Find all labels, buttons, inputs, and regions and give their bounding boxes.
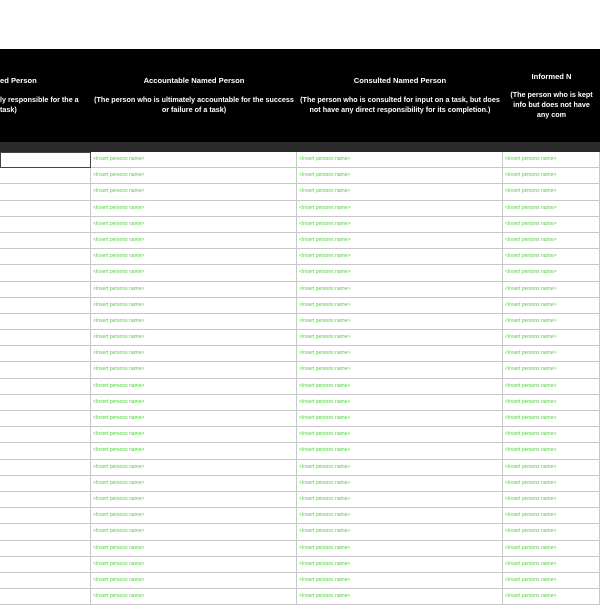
person-name-cell[interactable]: <Insert persons name> — [297, 460, 503, 476]
table-row — [0, 184, 600, 200]
person-name-cell[interactable]: <Insert persons name> — [297, 298, 503, 314]
person-name-cell[interactable]: <Insert persons name> — [503, 508, 600, 524]
task-cell[interactable] — [0, 411, 91, 427]
person-name-cell[interactable]: <Insert persons name> — [297, 524, 503, 540]
person-name-cell[interactable]: <Insert persons name> — [503, 443, 600, 459]
person-name-cell[interactable]: <Insert persons name> — [91, 282, 297, 298]
person-name-cell[interactable]: <Insert persons name> — [91, 492, 297, 508]
person-name-cell[interactable]: <Insert persons name> — [503, 524, 600, 540]
person-name-cell[interactable]: <Insert persons name> — [91, 168, 297, 184]
person-name-cell[interactable]: <Insert persons name> — [91, 314, 297, 330]
header-consulted[interactable] — [297, 49, 503, 142]
person-name-cell[interactable]: <Insert persons name> — [91, 265, 297, 281]
header-title: Accountable Named Person — [143, 76, 245, 85]
person-name-cell[interactable]: <Insert persons name> — [297, 557, 503, 573]
task-cell[interactable] — [0, 298, 91, 314]
table-row — [0, 557, 600, 573]
task-cell[interactable] — [0, 395, 91, 411]
header-row — [0, 49, 600, 142]
task-cell[interactable] — [0, 233, 91, 249]
table-row — [0, 168, 600, 184]
person-name-cell[interactable]: <Insert persons name> — [91, 298, 297, 314]
person-name-cell[interactable]: <Insert persons name> — [503, 557, 600, 573]
person-name-cell[interactable]: <Insert persons name> — [91, 184, 297, 200]
person-name-cell[interactable]: <Insert persons name> — [503, 249, 600, 265]
task-cell[interactable] — [0, 443, 91, 459]
task-cell[interactable] — [0, 524, 91, 540]
person-name-cell[interactable]: <Insert persons name> — [297, 233, 503, 249]
table-row — [0, 233, 600, 249]
task-cell[interactable] — [0, 589, 91, 605]
task-cell[interactable] — [0, 184, 91, 200]
person-name-cell[interactable]: <Insert persons name> — [503, 298, 600, 314]
table-row — [0, 492, 600, 508]
task-cell[interactable] — [0, 541, 91, 557]
person-name-cell[interactable]: <Insert persons name> — [503, 233, 600, 249]
header-accountable[interactable] — [91, 49, 297, 142]
task-cell[interactable] — [0, 557, 91, 573]
person-name-cell[interactable]: <Insert persons name> — [297, 201, 503, 217]
task-cell[interactable] — [0, 168, 91, 184]
header-title: Consulted Named Person — [353, 76, 447, 85]
table-row — [0, 524, 600, 540]
person-name-cell[interactable]: <Insert persons name> — [297, 346, 503, 362]
person-name-cell[interactable]: <Insert persons name> — [91, 411, 297, 427]
task-cell[interactable] — [0, 152, 91, 168]
table-row — [0, 541, 600, 557]
person-name-cell[interactable]: <Insert persons name> — [503, 152, 600, 168]
person-name-cell[interactable]: <Insert persons name> — [91, 362, 297, 378]
person-name-cell[interactable]: <Insert persons name> — [503, 427, 600, 443]
header-responsible[interactable] — [0, 49, 91, 142]
person-name-cell[interactable]: <Insert persons name> — [503, 314, 600, 330]
person-name-cell[interactable]: <Insert persons name> — [503, 346, 600, 362]
table-row — [0, 362, 600, 378]
person-name-cell[interactable]: <Insert persons name> — [91, 573, 297, 589]
task-cell[interactable] — [0, 330, 91, 346]
header-informed[interactable] — [503, 49, 600, 142]
table-row — [0, 249, 600, 265]
table-row — [0, 508, 600, 524]
person-name-cell[interactable]: <Insert persons name> — [91, 541, 297, 557]
person-name-cell[interactable]: <Insert persons name> — [297, 249, 503, 265]
header-title: Informed N — [531, 71, 572, 81]
person-name-cell[interactable]: <Insert persons name> — [503, 541, 600, 557]
task-cell[interactable] — [0, 460, 91, 476]
person-name-cell[interactable]: <Insert persons name> — [297, 362, 503, 378]
task-cell[interactable] — [0, 492, 91, 508]
person-name-cell[interactable]: <Insert persons name> — [297, 184, 503, 200]
table-row — [0, 346, 600, 362]
person-name-cell[interactable]: <Insert persons name> — [91, 460, 297, 476]
person-name-cell[interactable]: <Insert persons name> — [91, 508, 297, 524]
person-name-cell[interactable]: <Insert persons name> — [297, 589, 503, 605]
person-name-cell[interactable]: <Insert persons name> — [91, 201, 297, 217]
person-name-cell[interactable]: <Insert persons name> — [297, 411, 503, 427]
person-name-cell[interactable]: <Insert persons name> — [297, 541, 503, 557]
task-cell[interactable] — [0, 346, 91, 362]
person-name-cell[interactable]: <Insert persons name> — [91, 249, 297, 265]
person-name-cell[interactable]: <Insert persons name> — [91, 427, 297, 443]
task-cell[interactable] — [0, 476, 91, 492]
table-body — [0, 152, 600, 605]
header-title: ed Person — [0, 76, 37, 85]
table-row — [0, 476, 600, 492]
person-name-cell[interactable]: <Insert persons name> — [297, 395, 503, 411]
person-name-cell[interactable]: <Insert persons name> — [91, 152, 297, 168]
person-name-cell[interactable]: <Insert persons name> — [297, 508, 503, 524]
table-row — [0, 217, 600, 233]
raci-spreadsheet — [0, 49, 600, 605]
table-row — [0, 395, 600, 411]
table-row — [0, 152, 600, 168]
task-cell[interactable] — [0, 508, 91, 524]
person-name-cell[interactable]: <Insert persons name> — [91, 524, 297, 540]
header-divider-band — [0, 142, 600, 152]
person-name-cell[interactable]: <Insert persons name> — [297, 217, 503, 233]
person-name-cell[interactable]: <Insert persons name> — [297, 314, 503, 330]
table-row — [0, 427, 600, 443]
person-name-cell[interactable]: <Insert persons name> — [91, 346, 297, 362]
person-name-cell[interactable]: <Insert persons name> — [503, 362, 600, 378]
table-row — [0, 443, 600, 459]
table-row — [0, 589, 600, 605]
person-name-cell[interactable]: <Insert persons name> — [503, 282, 600, 298]
task-cell[interactable] — [0, 573, 91, 589]
person-name-cell[interactable]: <Insert persons name> — [91, 330, 297, 346]
person-name-cell[interactable]: <Insert persons name> — [297, 152, 503, 168]
person-name-cell[interactable]: <Insert persons name> — [503, 492, 600, 508]
task-cell[interactable] — [0, 265, 91, 281]
person-name-cell[interactable]: <Insert persons name> — [503, 265, 600, 281]
task-cell[interactable] — [0, 427, 91, 443]
person-name-cell[interactable]: <Insert persons name> — [297, 573, 503, 589]
person-name-cell[interactable]: <Insert persons name> — [503, 573, 600, 589]
person-name-cell[interactable]: <Insert persons name> — [503, 476, 600, 492]
task-cell[interactable] — [0, 201, 91, 217]
person-name-cell[interactable]: <Insert persons name> — [297, 168, 503, 184]
table-row — [0, 573, 600, 589]
person-name-cell[interactable]: <Insert persons name> — [297, 330, 503, 346]
person-name-cell[interactable]: <Insert persons name> — [91, 233, 297, 249]
table-row — [0, 330, 600, 346]
person-name-cell[interactable]: <Insert persons name> — [503, 411, 600, 427]
person-name-cell[interactable]: <Insert persons name> — [91, 395, 297, 411]
table-row — [0, 314, 600, 330]
header-description: ly responsible for the a task) — [0, 95, 79, 114]
person-name-cell[interactable]: <Insert persons name> — [91, 589, 297, 605]
person-name-cell[interactable]: <Insert persons name> — [297, 476, 503, 492]
person-name-cell[interactable]: <Insert persons name> — [297, 427, 503, 443]
table-row — [0, 201, 600, 217]
task-cell[interactable] — [0, 379, 91, 395]
task-cell[interactable] — [0, 282, 91, 298]
table-row — [0, 379, 600, 395]
person-name-cell[interactable]: <Insert persons name> — [297, 492, 503, 508]
person-name-cell[interactable]: <Insert persons name> — [503, 460, 600, 476]
person-name-cell[interactable]: <Insert persons name> — [91, 443, 297, 459]
table-row — [0, 298, 600, 314]
person-name-cell[interactable]: <Insert persons name> — [503, 395, 600, 411]
task-cell[interactable] — [0, 217, 91, 233]
task-cell[interactable] — [0, 362, 91, 378]
person-name-cell[interactable]: <Insert persons name> — [91, 557, 297, 573]
person-name-cell[interactable]: <Insert persons name> — [503, 217, 600, 233]
person-name-cell[interactable]: <Insert persons name> — [297, 282, 503, 298]
person-name-cell[interactable]: <Insert persons name> — [503, 168, 600, 184]
person-name-cell[interactable]: <Insert persons name> — [503, 201, 600, 217]
header-description: (The person who is kept info but does not have any com — [510, 89, 593, 119]
person-name-cell[interactable]: <Insert persons name> — [503, 379, 600, 395]
table-row — [0, 411, 600, 427]
task-cell[interactable] — [0, 314, 91, 330]
table-row — [0, 460, 600, 476]
header-description: (The person who is ultimately accountable for the success or failure of a task) — [94, 95, 294, 114]
task-cell[interactable] — [0, 249, 91, 265]
table-row — [0, 265, 600, 281]
person-name-cell[interactable]: <Insert persons name> — [297, 379, 503, 395]
header-description: (The person who is consulted for input on a task, but does not have any direct responsibility for its completion.) — [300, 95, 500, 114]
person-name-cell[interactable]: <Insert persons name> — [503, 589, 600, 605]
person-name-cell[interactable]: <Insert persons name> — [503, 330, 600, 346]
person-name-cell[interactable]: <Insert persons name> — [297, 265, 503, 281]
person-name-cell[interactable]: <Insert persons name> — [297, 443, 503, 459]
person-name-cell[interactable]: <Insert persons name> — [91, 217, 297, 233]
person-name-cell[interactable]: <Insert persons name> — [91, 476, 297, 492]
person-name-cell[interactable]: <Insert persons name> — [503, 184, 600, 200]
table-row — [0, 282, 600, 298]
person-name-cell[interactable]: <Insert persons name> — [91, 379, 297, 395]
